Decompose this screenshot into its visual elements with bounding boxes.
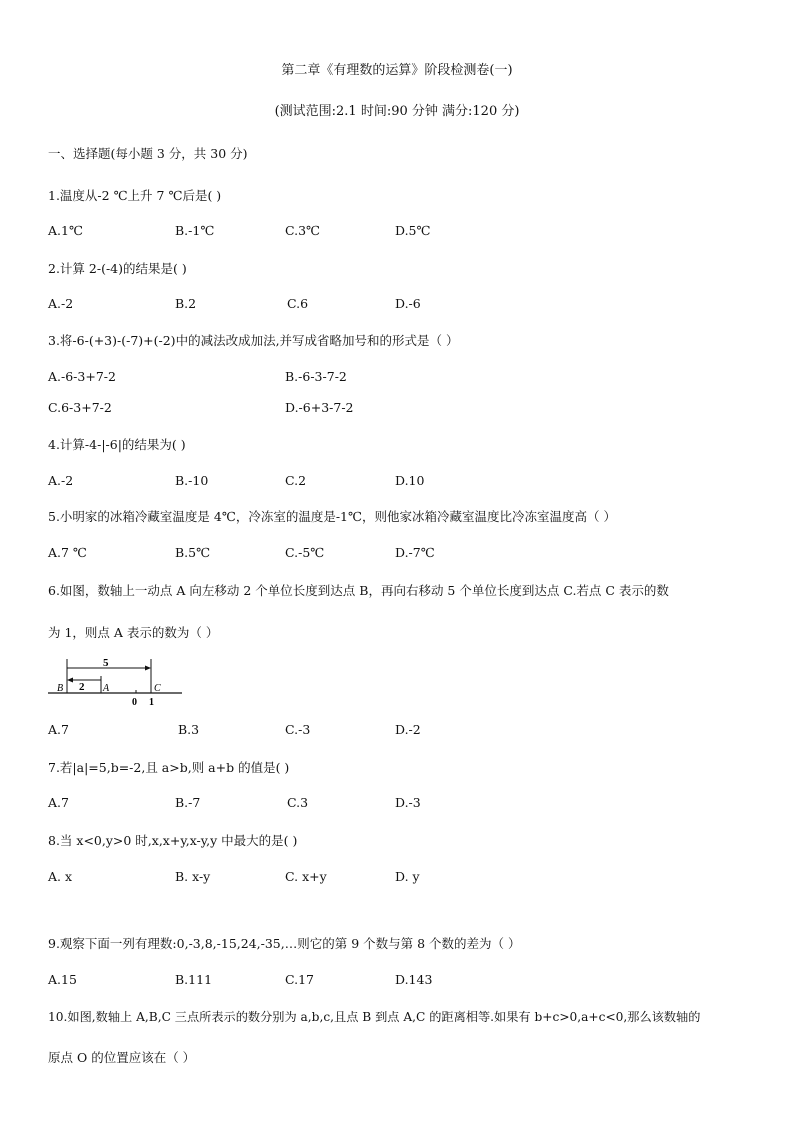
q6-option-d: D.-2 (395, 722, 421, 737)
page-subtitle: (测试范围:2.1 时间:90 分钟 满分:120 分) (274, 104, 520, 119)
question-6-stem-cont: 为 1，则点 A 表示的数为（ ） (48, 625, 219, 640)
question-8-stem: 8.当 x<0,y>0 时,x,x+y,x-y,y 中最大的是( ) (48, 833, 298, 848)
q7-option-a: A.7 (48, 795, 69, 810)
section-heading: 一、选择题(每小题 3 分，共 30 分) (48, 146, 248, 161)
q8-option-c: C. x+y (285, 869, 327, 884)
q9-option-b: B.111 (175, 972, 213, 987)
label-one: 1 (149, 697, 154, 708)
q5-option-c: C.-5℃ (285, 545, 325, 560)
q1-option-b: B.-1℃ (175, 223, 215, 238)
q7-option-d: D.-3 (395, 795, 421, 810)
question-3-stem: 3.将-6-(+3)-(-7)+(-2)中的减法改成加法,并写成省略加号和的形式是（ ） (48, 333, 459, 348)
q1-option-c: C.3℃ (285, 223, 321, 238)
q5-option-b: B.5℃ (175, 545, 211, 560)
label-point-c: C (154, 683, 161, 694)
question-10-stem: 10.如图,数轴上 A,B,C 三点所表示的数分别为 a,b,c,且点 B 到点 A,C 的距离相等.如果有 b+c>0,a+c<0,那么该数轴的 (48, 1010, 701, 1024)
q2-option-a: A.-2 (48, 296, 74, 311)
question-5-stem: 5.小明家的冰箱冷藏室温度是 4℃，冷冻室的温度是-1℃，则他家冰箱冷藏室温度比冷冻室温度高（ ） (48, 509, 616, 524)
question-2-stem: 2.计算 2-(-4)的结果是( ) (48, 261, 187, 276)
q3-option-c: C.6-3+7-2 (48, 400, 112, 415)
q8-option-d: D. y (395, 869, 420, 884)
q9-option-a: A.15 (48, 972, 77, 987)
q1-option-d: D.5℃ (395, 223, 431, 238)
question-10-stem-cont: 原点 O 的位置应该在（ ） (48, 1050, 196, 1065)
q8-option-a: A. x (48, 869, 73, 884)
q5-option-d: D.-7℃ (395, 545, 435, 560)
q2-option-b: B.2 (175, 296, 197, 311)
q3-option-b: B.-6-3-7-2 (285, 369, 347, 384)
label-zero: 0 (132, 697, 137, 708)
q2-option-d: D.-6 (395, 296, 421, 311)
q6-option-a: A.7 (48, 722, 69, 737)
number-line-figure (46, 656, 196, 708)
q1-option-a: A.1℃ (48, 223, 83, 238)
q4-option-d: D.10 (395, 473, 425, 488)
q7-option-c: C.3 (287, 795, 309, 810)
q2-option-c: C.6 (287, 296, 309, 311)
q9-option-d: D.143 (395, 972, 433, 987)
q4-option-c: C.2 (285, 473, 307, 488)
q4-option-a: A.-2 (48, 473, 74, 488)
q8-option-b: B. x-y (175, 869, 211, 884)
q7-option-b: B.-7 (175, 795, 201, 810)
question-7-stem: 7.若|a|=5,b=-2,且 a>b,则 a+b 的值是( ) (48, 760, 290, 775)
question-1-stem: 1.温度从-2 ℃上升 7 ℃后是( ) (48, 188, 222, 203)
question-9-stem: 9.观察下面一列有理数:0,-3,8,-15,24,-35,…则它的第 9 个数与第 8 个数的差为（ ） (48, 936, 521, 951)
label-two: 2 (79, 681, 85, 693)
q5-option-a: A.7 ℃ (48, 545, 87, 560)
q4-option-b: B.-10 (175, 473, 209, 488)
q9-option-c: C.17 (285, 972, 314, 987)
q3-option-d: D.-6+3-7-2 (285, 400, 354, 415)
question-6-stem: 6.如图，数轴上一动点 A 向左移动 2 个单位长度到达点 B，再向右移动 5 个单位长度到达点 C.若点 C 表示的数 (48, 583, 669, 598)
q6-option-c: C.-3 (285, 722, 311, 737)
q3-option-a: A.-6-3+7-2 (48, 369, 116, 384)
label-point-a: A (103, 683, 110, 694)
label-point-b: B (57, 683, 64, 694)
question-4-stem: 4.计算-4-|-6|的结果为( ) (48, 437, 186, 452)
label-five: 5 (103, 657, 109, 669)
page-title: 第二章《有理数的运算》阶段检测卷(一) (281, 63, 513, 78)
q6-option-b: B.3 (178, 722, 200, 737)
